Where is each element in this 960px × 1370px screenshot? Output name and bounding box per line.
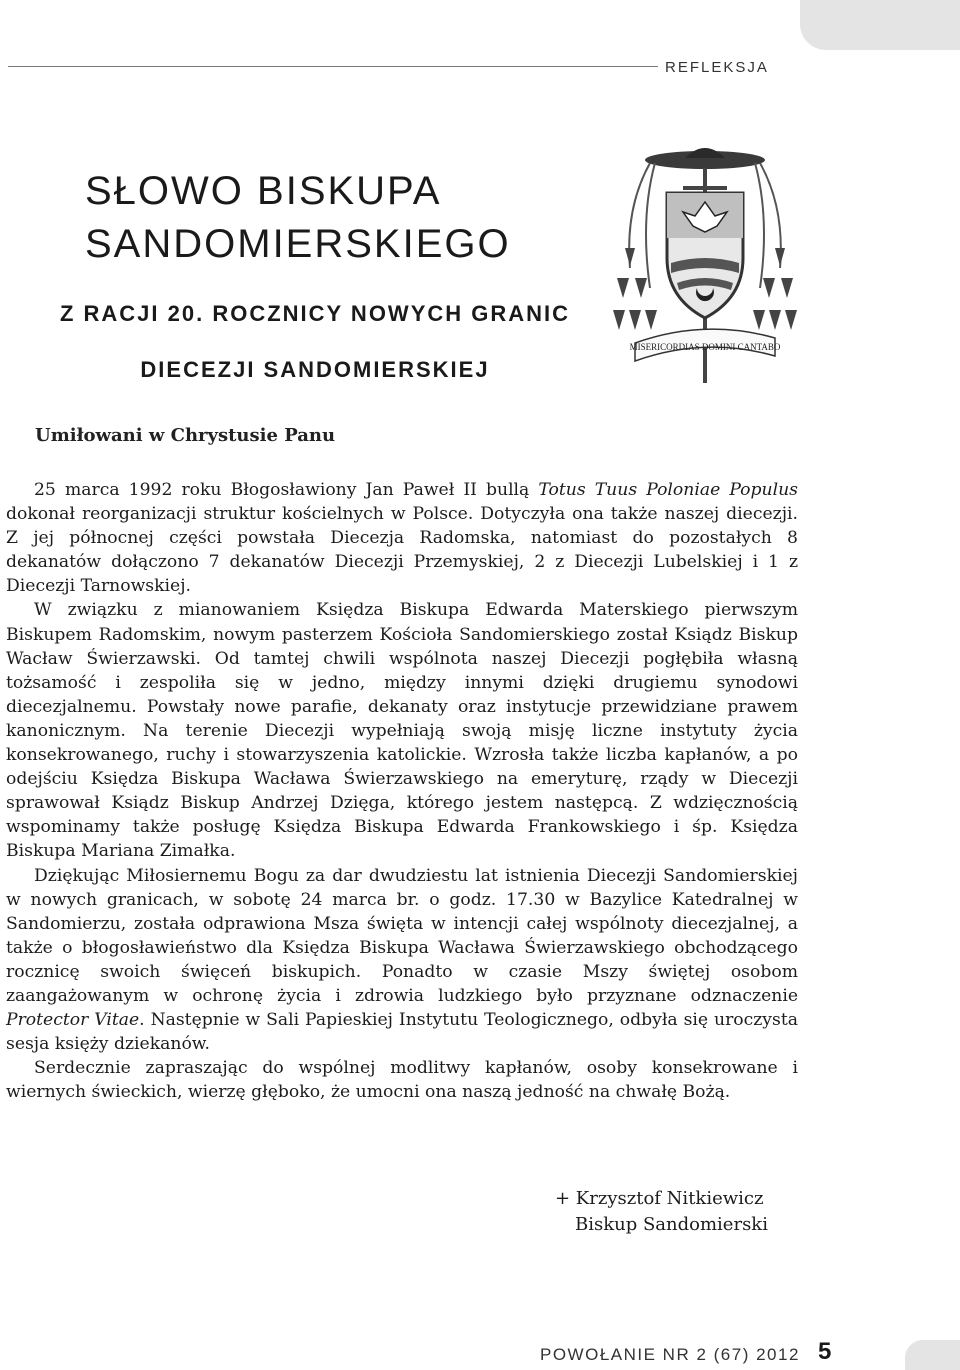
paragraph-3: Dziękując Miłosiernemu Bogu za dar dwudziestu lat istnienia Diecezji Sandomierskiej w nowych granicach, w sobotę 24 marca br. o godz. 17.30 w Bazylice Katedralnej w Sandomierzu, została odprawiona Msza święta w intencji całej wspólnoty diecezjalnej, a także o błogosławieństwo dla Księdza Biskupa Wacława Świerzawskiego obchodzącego rocznicę swoich święceń biskupich. Ponadto w czasie Mszy świętej osobom zaangażowanym w ochronę życia i zdrowia ludzkiego było przyznane odznaczenie Protector Vitae. Następnie w Sali Papieskiej Instytutu Teologicznego, odbyła się uroczysta sesja księży dziekanów. [6, 865, 798, 1055]
signature-title: Biskup Sandomierski [575, 1214, 768, 1235]
section-label: refleksja [665, 52, 769, 77]
corner-tab-decoration [800, 0, 960, 50]
page-number: 5 [818, 1338, 832, 1365]
episcopal-coat-of-arms [605, 138, 805, 388]
signature-name: + Krzysztof Nitkiewicz [555, 1188, 764, 1209]
publication-footer: POWOŁANIE NR 2 (67) 2012 [540, 1345, 800, 1364]
article-subtitle [35, 286, 595, 398]
title-line-2: SANDOMIERSKIEGO [85, 222, 511, 266]
article-title [85, 165, 605, 271]
header-rule [8, 66, 658, 67]
crest-motto: MISERICORDIAS DOMINI CANTABO [629, 342, 781, 352]
letter-body [6, 478, 798, 1104]
subtitle-line-1: Z RACJI 20. ROCZNICY NOWYCH GRANIC [59, 301, 571, 326]
paragraph-1: 25 marca 1992 roku Błogosławiony Jan Paweł II bullą Totus Tuus Poloniae Populus dokonał reorganizacji struktur kościelnych w Polsce. Dotyczyła ona także naszej diecezji. Z jej północnej części powstała Diecezja Radomska, natomiast do pozostałych 8 dekanatów dołączono 7 dekanatów Diecezji Przemyskiej, 2 z Diecezji Lubelskiej i 1 z Diecezji Tarnowskiej. [6, 480, 798, 597]
paragraph-4: Serdecznie zapraszając do wspólnej modlitwy kapłanów, osoby konsekrowane i wiernych świeckich, wierzę głęboko, że umocni ona naszą jedność na chwałę Bożą. [6, 1058, 798, 1103]
subtitle-line-2: DIECEZJI SANDOMIERSKIEJ [140, 357, 490, 382]
corner-tab-bottom-decoration [905, 1340, 960, 1370]
greeting: Umiłowani w Chrystusie Panu [35, 425, 336, 446]
paragraph-2: W związku z mianowaniem Księdza Biskupa Edwarda Materskiego pierwszym Biskupem Radomskim, nowym pasterzem Kościoła Sandomierskiego został Ksiądz Biskup Wacław Świerzawski. Od tamtej chwili wspólnota naszej Diecezji pogłębiła własną tożsamość i zespoliła się w jedno, między innymi dzięki drugiemu synodowi diecezjalnemu. Powstały nowe parafie, dekanaty oraz instytucje przewidziane prawem kanonicznym. Na terenie Diecezji wypełniają swoją misję liczne instytuty życia konsekrowanego, ruchy i stowarzyszenia katolickie. Wzrosła także liczba kapłanów, a po odejściu Księdza Biskupa Wacława Świerzawskiego na emeryturę, rządy w Diecezji sprawował Ksiądz Biskup Andrzej Dzięga, którego jestem następcą. Z wdzięcznością wspominamy także posługę Księdza Biskupa Edwarda Frankowskiego i śp. Księdza Biskupa Mariana Zimałka. [6, 600, 798, 862]
title-line-1: SŁOWO BISKUPA [85, 169, 442, 213]
signature-block [555, 1186, 768, 1238]
